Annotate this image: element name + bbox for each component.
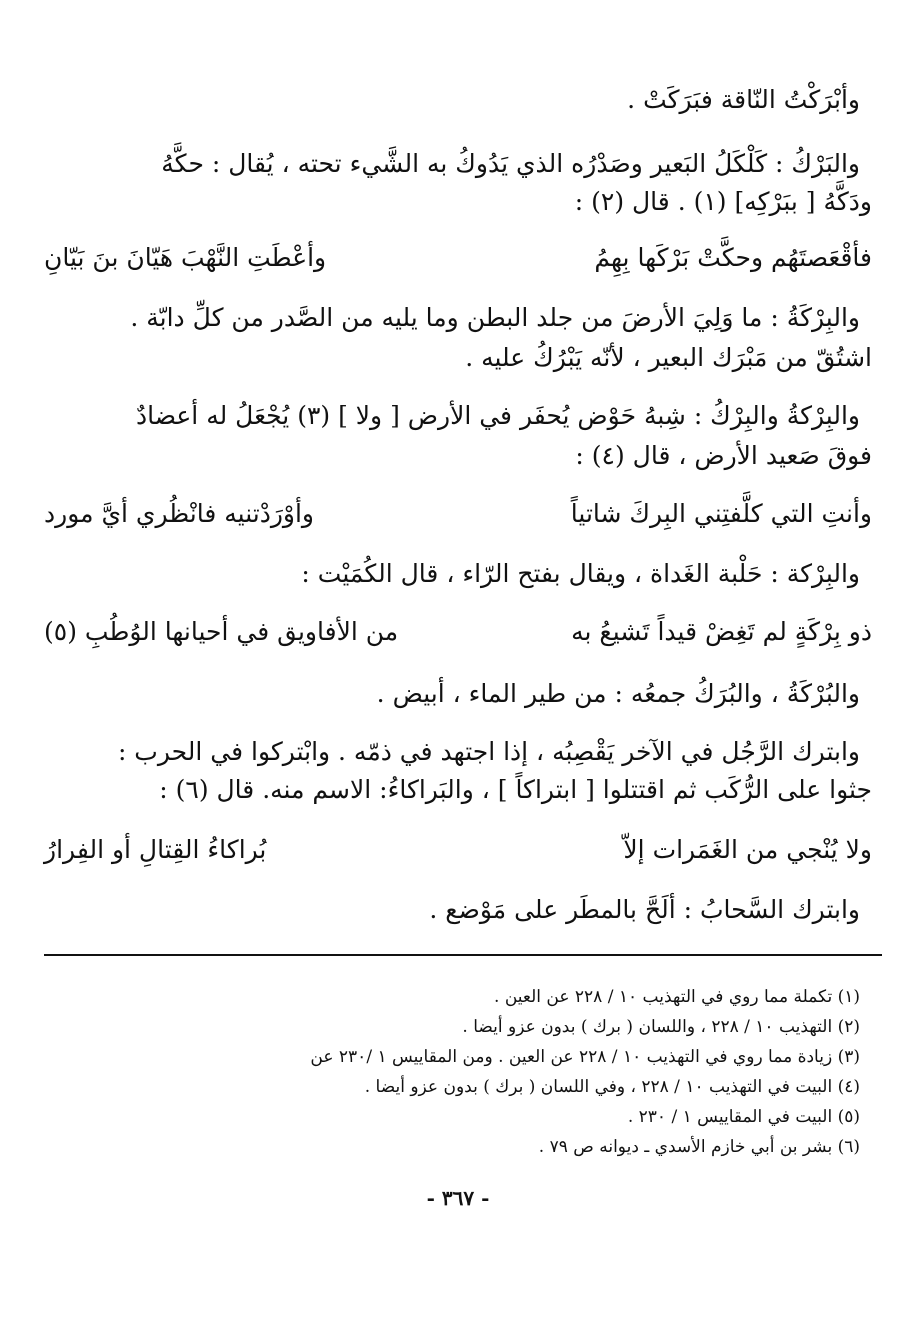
page-number: - ٣٦٧ - — [426, 1186, 490, 1210]
verse-line — [44, 496, 872, 532]
verse-line — [44, 614, 872, 650]
verse-first-hemistich: ولا يُنْجي من الغَمَرات إلاّ — [623, 835, 872, 864]
footnote-divider — [44, 954, 882, 956]
verse-line — [44, 832, 872, 868]
footnote: (٦) بشر بن أبي خازم الأسدي ـ ديوانه ص ٧٩ . — [538, 1137, 860, 1157]
paragraph-line: فوقَ صَعيد الأرض ، قال (٤) : — [575, 441, 872, 470]
paragraph-line: والبِرْكة : حَلْبة الغَداة ، ويقال بفتح الرّاء ، قال الكُمَيْت : — [301, 559, 860, 588]
paragraph-line: ودَكَّهُ [ ببَرْكِه] (١) . قال (٢) : — [574, 187, 872, 216]
paragraph-line: وابترك السَّحابُ : ألَحَّ بالمطَر على مَوْضع . — [429, 895, 860, 924]
footnote: (٢) التهذيب ١٠ / ٢٢٨ ، واللسان ( برك ) بدون عزو أيضا . — [462, 1017, 860, 1037]
paragraph-line: والبَرْكُ : كَلْكَلُ البَعير وصَدْرُه الذي يَدُوكُ به الشَّيء تحته ، يُقال : حكَّهُ — [161, 149, 860, 178]
paragraph-line: والبِرْكَةُ : ما وَلِيَ الأرضَ من جلد البطن وما يليه من الصَّدر من كلِّ دابّة . — [130, 303, 860, 332]
footnote: (٤) البيت في التهذيب ١٠ / ٢٢٨ ، وفي اللسان ( برك ) بدون عزو أيضا . — [364, 1077, 860, 1097]
verse-first-hemistich: فأقْعَصتَهُم وحكَّتْ بَرْكَها بِهِمُ — [594, 243, 872, 272]
paragraph-line: والبُرْكَةُ ، والبُرَكُ جمعُه : من طير الماء ، أبيض . — [376, 679, 860, 708]
paragraph-line: وأبْرَكْتُ النّاقة فبَرَكَتْ . — [627, 85, 860, 114]
verse-second-hemistich: بُراكاءُ القِتالِ أو الفِرارُ — [44, 835, 267, 864]
verse-first-hemistich: ذو بِرْكَةٍ لم تَغِضْ قيداً تَشيعُ به — [571, 617, 872, 646]
footnote: (٥) البيت في المقاييس ١ / ٢٣٠ . — [627, 1107, 860, 1127]
paragraph-line: اشتُقّ من مَبْرَك البعير ، لأنّه يَبْرُكُ عليه . — [465, 343, 872, 372]
verse-first-hemistich: وأنتِ التي كلَّفتِني البِركَ شاتياً — [570, 499, 872, 528]
verse-second-hemistich: من الأفاويق في أحيانها الوُطُبِ (٥) — [44, 617, 399, 646]
footnote: (١) تكملة مما روي في التهذيب ١٠ / ٢٢٨ عن العين . — [494, 987, 860, 1007]
paragraph-line: والبِرْكةُ والبِرْكُ : شِبهُ حَوْض يُحفَر في الأرض [ ولا ] (٣) يُجْعَلُ له أعضادٌ — [135, 401, 860, 430]
paragraph-line: وابترك الرَّجُل في الآخر يَقْصِبُه ، إذا اجتهد في ذمّه . وابْتركوا في الحرب : — [117, 737, 860, 766]
paragraph-line: جثوا على الرُّكَب ثم اقتتلوا [ ابتراكاً ] ، والبَراكاءُ: الاسم منه. قال (٦) : — [159, 775, 872, 804]
footnote: (٣) زيادة مما روي في التهذيب ١٠ / ٢٢٨ عن العين . ومن المقاييس ١ /٢٣٠ عن — [310, 1047, 860, 1067]
verse-second-hemistich: وأعْطَتِ النَّهْبَ هَيّانَ بنَ بَيّانِ — [44, 243, 327, 272]
verse-second-hemistich: وأوْرَدْتنيه فانْظُري أيَّ مورد — [44, 499, 315, 528]
verse-line — [44, 240, 872, 276]
